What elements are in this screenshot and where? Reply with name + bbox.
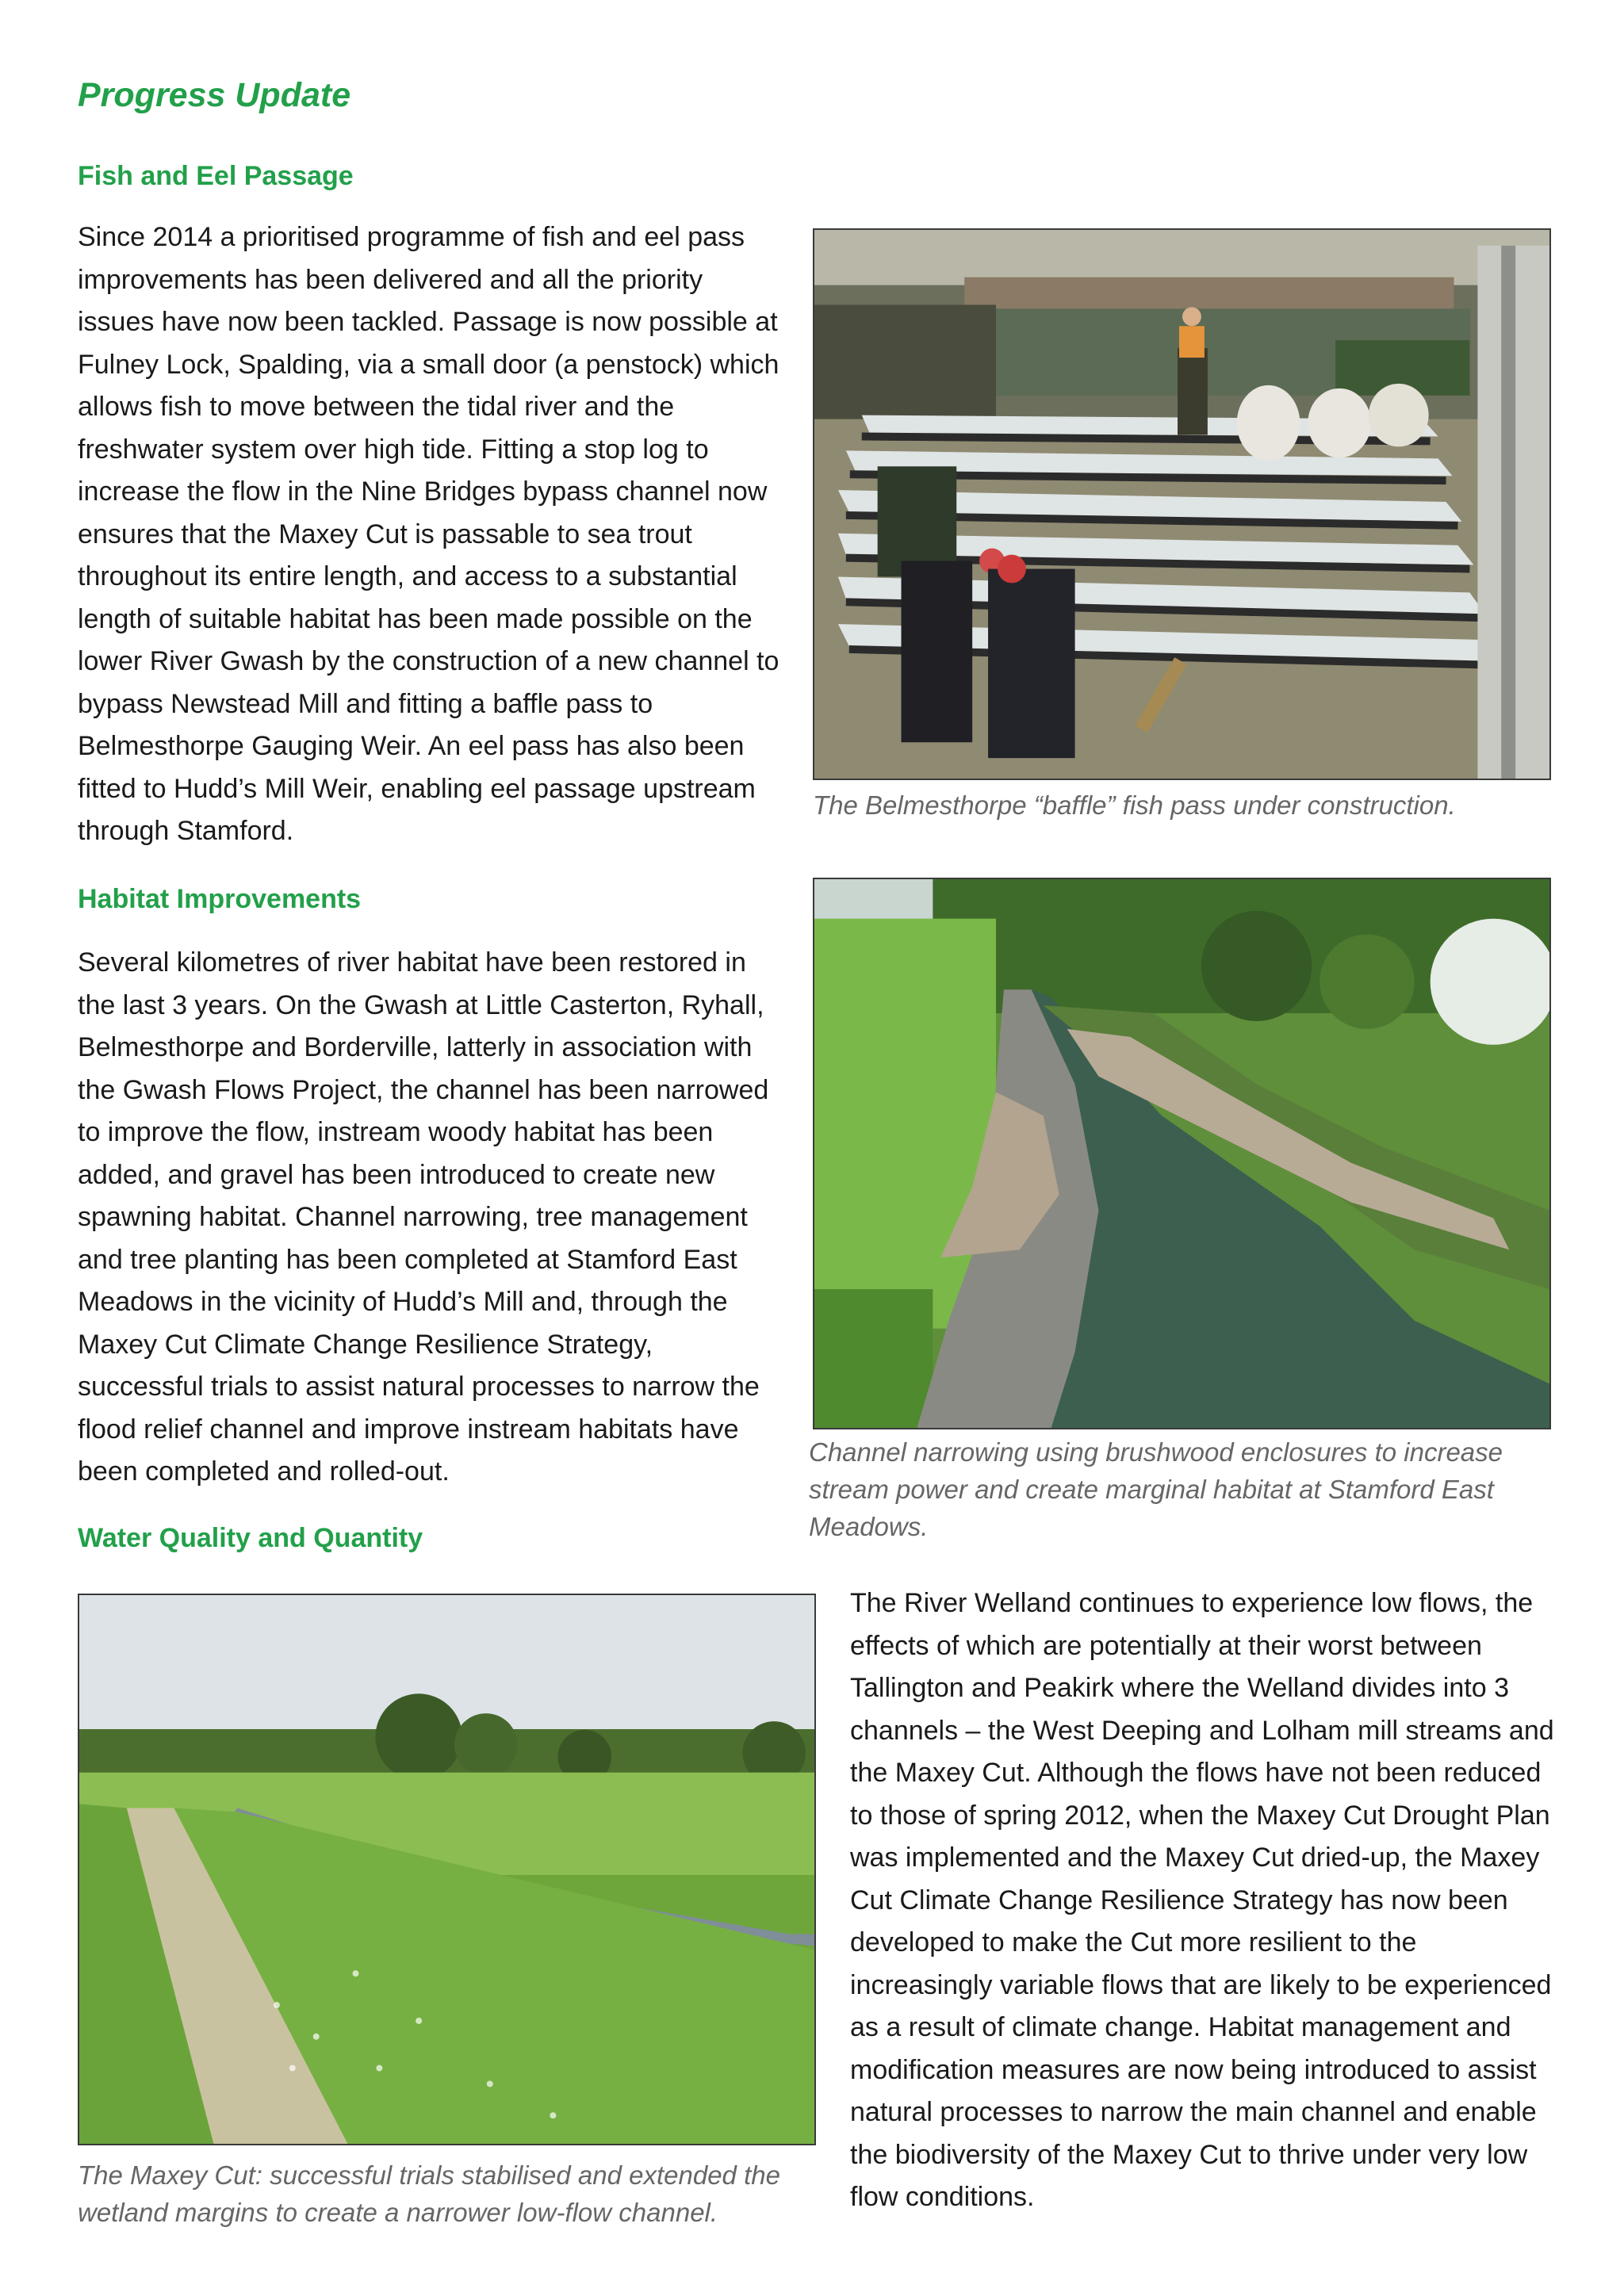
caption-maxey-cut: The Maxey Cut: successful trials stabilised and extended the wetland margins to create a narrower low-flow channel.	[78, 2160, 780, 2227]
heading-habitat-improvements: Habitat Improvements	[78, 884, 362, 914]
heading-fish-eel-passage: Fish and Eel Passage	[78, 161, 354, 191]
caption-channel-narrowing: Channel narrowing using brushwood enclosures to increase stream power and create marginal habitat at Stamford East Meadows.	[809, 1437, 1503, 1541]
paragraph-water-quality: The River Welland continues to experience low flows, the effects of which are potentially at their worst between Tallington and Peakirk where the Welland divides into 3 channels – the West Deeping and Lolham mill streams and the Maxey Cut. Although the flows have not been reduced to those of spring 2012, when the Maxey Cut Drought Plan was implemented and the Maxey Cut dried-up, the Maxey Cut Climate Change Resilience Strategy has now been developed to make the Cut more resilient to the increasingly variable flows that are likely to be experienced as a result of climate change. Habitat management and modification measures are now being introduced to assist natural processes to narrow the main channel and enable the biodiversity of the Maxey Cut to thrive under very low flow conditions.	[850, 1588, 1554, 2212]
photo-belmesthorpe-fish-pass	[813, 228, 1551, 780]
paragraph-fish-eel-passage: Since 2014 a prioritised programme of fish and eel pass improvements has been delivered and all the priority issues have now been tackled. Passage is now possible at Fulney Lock, Spalding, via a small door (a penstock) which allows fish to move between the tidal river and the freshwater system over high tide. Fitting a stop log to increase the flow in the Nine Bridges bypass channel now ensures that the Maxey Cut is passable to sea trout throughout its entire length, and access to a substantial length of suitable habitat has been made possible on the lower River Gwash by the construction of a new channel to bypass Newstead Mill and fitting a baffle pass to Belmesthorpe Gauging Weir. An eel pass has also been fitted to Hudd’s Mill Weir, enabling eel passage upstream through Stamford.	[78, 222, 779, 846]
heading-water-quality: Water Quality and Quantity	[78, 1523, 423, 1553]
paragraph-habitat-improvements: Several kilometres of river habitat have been restored in the last 3 years. On the Gwash at Little Casterton, Ryhall, Belmesthorpe and Borderville, latterly in association with the Gwash Flows Project, the channel has been narrowed to improve the flow, instream woody habitat has been added, and gravel has been introduced to create new spawning habitat. Channel narrowing, tree management and tree planting has been completed at Stamford East Meadows in the vicinity of Hudd’s Mill and, through the Maxey Cut Climate Change Resilience Strategy, successful trials to assist natural processes to narrow the flood relief channel and improve instream habitats have been completed and rolled-out.	[78, 947, 769, 1487]
page-title: Progress Update	[78, 76, 351, 114]
caption-fish-pass: The Belmesthorpe “baffle” fish pass under construction.	[813, 790, 1456, 820]
photo-channel-narrowing	[813, 878, 1551, 1429]
photo-maxey-cut	[78, 1594, 816, 2145]
